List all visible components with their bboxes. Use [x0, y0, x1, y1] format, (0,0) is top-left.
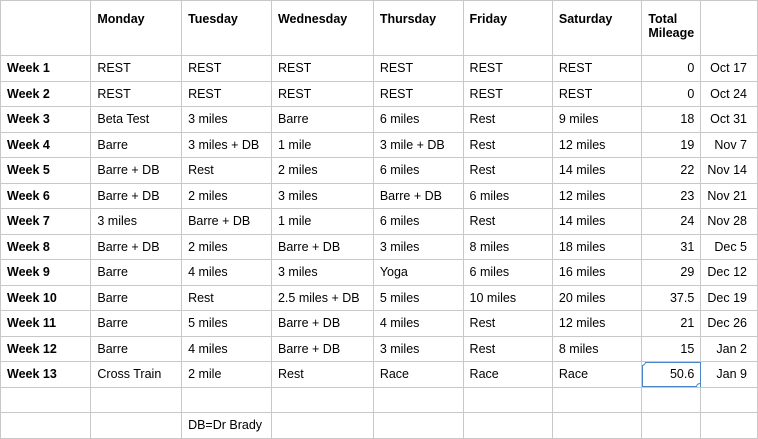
- cell-date[interactable]: Nov 14: [701, 158, 758, 184]
- cell-wednesday[interactable]: 3 miles: [271, 183, 373, 209]
- cell-saturday[interactable]: 12 miles: [552, 183, 641, 209]
- cell-friday[interactable]: REST: [463, 56, 552, 82]
- cell-week-label[interactable]: Week 3: [1, 107, 91, 133]
- cell-week-label[interactable]: Week 6: [1, 183, 91, 209]
- cell-friday[interactable]: REST: [463, 81, 552, 107]
- empty-cell[interactable]: [642, 387, 701, 413]
- cell-monday[interactable]: Barre: [91, 260, 182, 286]
- cell-saturday[interactable]: REST: [552, 56, 641, 82]
- table-row: [1, 234, 758, 260]
- cell-monday[interactable]: Cross Train: [91, 362, 182, 388]
- cell-monday[interactable]: Beta Test: [91, 107, 182, 133]
- cell-tuesday[interactable]: Rest: [182, 158, 272, 184]
- header-cell-blank[interactable]: [1, 1, 91, 56]
- cell-monday[interactable]: Barre: [91, 311, 182, 337]
- cell-saturday[interactable]: 12 miles: [552, 311, 641, 337]
- cell-date[interactable]: Jan 2: [701, 336, 758, 362]
- cell-date[interactable]: Nov 7: [701, 132, 758, 158]
- cell-total-mileage[interactable]: 0: [642, 81, 701, 107]
- cell-monday[interactable]: REST: [91, 81, 182, 107]
- cell-friday[interactable]: Rest: [463, 132, 552, 158]
- cell-week-label[interactable]: Week 5: [1, 158, 91, 184]
- table-row: [1, 311, 758, 337]
- header-cell-total-mileage[interactable]: Total Mileage: [642, 1, 701, 56]
- cell-wednesday[interactable]: 1 mile: [271, 132, 373, 158]
- cell-monday[interactable]: Barre + DB: [91, 234, 182, 260]
- cell-total-mileage[interactable]: 37.5: [642, 285, 701, 311]
- cell-thursday[interactable]: REST: [373, 56, 463, 82]
- cell-thursday[interactable]: 6 miles: [373, 209, 463, 235]
- cell-date[interactable]: Nov 28: [701, 209, 758, 235]
- table-row-empty: [1, 387, 758, 413]
- cell-week-label[interactable]: Week 9: [1, 260, 91, 286]
- header-cell-tuesday[interactable]: Tuesday: [182, 1, 272, 56]
- cell-date[interactable]: Nov 21: [701, 183, 758, 209]
- cell-friday[interactable]: Rest: [463, 209, 552, 235]
- empty-cell[interactable]: [642, 413, 701, 439]
- cell-tuesday[interactable]: 2 mile: [182, 362, 272, 388]
- cell-total-mileage[interactable]: 24: [642, 209, 701, 235]
- cell-date[interactable]: Oct 17: [701, 56, 758, 82]
- cell-date[interactable]: Jan 9: [701, 362, 758, 388]
- cell-saturday[interactable]: 14 miles: [552, 158, 641, 184]
- cell-monday[interactable]: Barre: [91, 336, 182, 362]
- empty-cell[interactable]: [271, 387, 373, 413]
- cell-week-label[interactable]: Week 11: [1, 311, 91, 337]
- cell-week-label[interactable]: Week 1: [1, 56, 91, 82]
- cell-friday[interactable]: 6 miles: [463, 183, 552, 209]
- empty-cell[interactable]: [91, 387, 182, 413]
- cell-monday[interactable]: Barre + DB: [91, 158, 182, 184]
- cell-saturday[interactable]: 14 miles: [552, 209, 641, 235]
- cell-saturday[interactable]: 9 miles: [552, 107, 641, 133]
- cell-total-mileage[interactable]: 22: [642, 158, 701, 184]
- cell-thursday[interactable]: Barre + DB: [373, 183, 463, 209]
- cell-wednesday[interactable]: 1 mile: [271, 209, 373, 235]
- cell-tuesday[interactable]: REST: [182, 56, 272, 82]
- cell-tuesday[interactable]: 3 miles: [182, 107, 272, 133]
- cell-total-mileage[interactable]: 15: [642, 336, 701, 362]
- cell-thursday[interactable]: 4 miles: [373, 311, 463, 337]
- table-row: [1, 362, 758, 388]
- cell-monday[interactable]: Barre: [91, 285, 182, 311]
- empty-cell[interactable]: [552, 413, 641, 439]
- cell-friday[interactable]: 6 miles: [463, 260, 552, 286]
- cell-thursday[interactable]: Race: [373, 362, 463, 388]
- cell-wednesday[interactable]: 2 miles: [271, 158, 373, 184]
- cell-wednesday[interactable]: Rest: [271, 362, 373, 388]
- cell-friday[interactable]: Rest: [463, 158, 552, 184]
- table-row: [1, 183, 758, 209]
- cell-saturday[interactable]: Race: [552, 362, 641, 388]
- table-row: [1, 285, 758, 311]
- cell-total-mileage-selected[interactable]: 50.6: [642, 362, 701, 388]
- header-cell-saturday[interactable]: Saturday: [552, 1, 641, 56]
- cell-total-mileage[interactable]: 31: [642, 234, 701, 260]
- cell-week-label[interactable]: Week 10: [1, 285, 91, 311]
- cell-wednesday[interactable]: 2.5 miles + DB: [271, 285, 373, 311]
- cell-total-mileage[interactable]: 19: [642, 132, 701, 158]
- cell-date[interactable]: Dec 5: [701, 234, 758, 260]
- cell-friday[interactable]: Rest: [463, 336, 552, 362]
- empty-cell[interactable]: [463, 387, 552, 413]
- cell-tuesday[interactable]: REST: [182, 81, 272, 107]
- cell-week-label[interactable]: Week 12: [1, 336, 91, 362]
- cell-wednesday[interactable]: REST: [271, 56, 373, 82]
- cell-friday[interactable]: Race: [463, 362, 552, 388]
- table-row: [1, 336, 758, 362]
- cell-total-mileage[interactable]: 18: [642, 107, 701, 133]
- cell-wednesday[interactable]: Barre + DB: [271, 234, 373, 260]
- selection-handle-top-left[interactable]: [642, 362, 647, 367]
- cell-tuesday[interactable]: Barre + DB: [182, 209, 272, 235]
- cell-friday[interactable]: 8 miles: [463, 234, 552, 260]
- table-row-note: [1, 413, 758, 439]
- header-row: [1, 1, 758, 56]
- cell-wednesday[interactable]: Barre + DB: [271, 311, 373, 337]
- cell-thursday[interactable]: 6 miles: [373, 107, 463, 133]
- empty-cell[interactable]: [182, 387, 272, 413]
- cell-date[interactable]: Dec 26: [701, 311, 758, 337]
- empty-cell[interactable]: [552, 387, 641, 413]
- cell-saturday[interactable]: 20 miles: [552, 285, 641, 311]
- cell-friday[interactable]: Rest: [463, 311, 552, 337]
- cell-thursday[interactable]: 5 miles: [373, 285, 463, 311]
- empty-cell[interactable]: [271, 413, 373, 439]
- table-row: [1, 56, 758, 82]
- empty-cell[interactable]: [373, 413, 463, 439]
- cell-tuesday[interactable]: 4 miles: [182, 260, 272, 286]
- cell-thursday[interactable]: 6 miles: [373, 158, 463, 184]
- cell-saturday[interactable]: 8 miles: [552, 336, 641, 362]
- header-cell-wednesday[interactable]: Wednesday: [271, 1, 373, 56]
- table-row: [1, 107, 758, 133]
- cell-wednesday[interactable]: Barre: [271, 107, 373, 133]
- empty-cell[interactable]: [1, 387, 91, 413]
- cell-week-label[interactable]: Week 7: [1, 209, 91, 235]
- empty-cell[interactable]: [1, 413, 91, 439]
- cell-total-mileage[interactable]: 21: [642, 311, 701, 337]
- cell-tuesday[interactable]: Rest: [182, 285, 272, 311]
- cell-date[interactable]: Dec 19: [701, 285, 758, 311]
- empty-cell[interactable]: [463, 413, 552, 439]
- cell-saturday[interactable]: 16 miles: [552, 260, 641, 286]
- cell-date[interactable]: Dec 12: [701, 260, 758, 286]
- cell-week-label[interactable]: Week 13: [1, 362, 91, 388]
- cell-thursday[interactable]: Yoga: [373, 260, 463, 286]
- empty-cell[interactable]: [373, 387, 463, 413]
- cell-thursday[interactable]: 3 miles: [373, 234, 463, 260]
- cell-week-label[interactable]: Week 8: [1, 234, 91, 260]
- cell-tuesday[interactable]: 3 miles + DB: [182, 132, 272, 158]
- cell-wednesday[interactable]: Barre + DB: [271, 336, 373, 362]
- table-row: [1, 158, 758, 184]
- header-cell-date[interactable]: [701, 1, 758, 56]
- cell-total-mileage[interactable]: 29: [642, 260, 701, 286]
- cell-saturday[interactable]: REST: [552, 81, 641, 107]
- table-row: [1, 260, 758, 286]
- cell-saturday[interactable]: 18 miles: [552, 234, 641, 260]
- table-row: [1, 209, 758, 235]
- cell-monday[interactable]: Barre: [91, 132, 182, 158]
- selection-handle-bottom-right[interactable]: [696, 383, 701, 388]
- cell-date[interactable]: Oct 31: [701, 107, 758, 133]
- cell-monday[interactable]: Barre + DB: [91, 183, 182, 209]
- cell-tuesday[interactable]: 2 miles: [182, 183, 272, 209]
- cell-saturday[interactable]: 12 miles: [552, 132, 641, 158]
- header-cell-monday[interactable]: Monday: [91, 1, 182, 56]
- cell-thursday[interactable]: 3 miles: [373, 336, 463, 362]
- cell-date[interactable]: Oct 24: [701, 81, 758, 107]
- legend-note-cell[interactable]: DB=Dr Brady: [182, 413, 272, 439]
- table-row: [1, 81, 758, 107]
- cell-total-mileage[interactable]: 0: [642, 56, 701, 82]
- cell-monday[interactable]: 3 miles: [91, 209, 182, 235]
- cell-tuesday[interactable]: 2 miles: [182, 234, 272, 260]
- header-cell-friday[interactable]: Friday: [463, 1, 552, 56]
- cell-thursday[interactable]: 3 mile + DB: [373, 132, 463, 158]
- empty-cell[interactable]: [701, 413, 758, 439]
- cell-friday[interactable]: Rest: [463, 107, 552, 133]
- cell-monday[interactable]: REST: [91, 56, 182, 82]
- cell-week-label[interactable]: Week 2: [1, 81, 91, 107]
- cell-tuesday[interactable]: 4 miles: [182, 336, 272, 362]
- table-row: [1, 132, 758, 158]
- cell-week-label[interactable]: Week 4: [1, 132, 91, 158]
- cell-wednesday[interactable]: 3 miles: [271, 260, 373, 286]
- cell-thursday[interactable]: REST: [373, 81, 463, 107]
- empty-cell[interactable]: [91, 413, 182, 439]
- cell-friday[interactable]: 10 miles: [463, 285, 552, 311]
- empty-cell[interactable]: [701, 387, 758, 413]
- cell-total-mileage[interactable]: 23: [642, 183, 701, 209]
- header-cell-thursday[interactable]: Thursday: [373, 1, 463, 56]
- cell-tuesday[interactable]: 5 miles: [182, 311, 272, 337]
- cell-wednesday[interactable]: REST: [271, 81, 373, 107]
